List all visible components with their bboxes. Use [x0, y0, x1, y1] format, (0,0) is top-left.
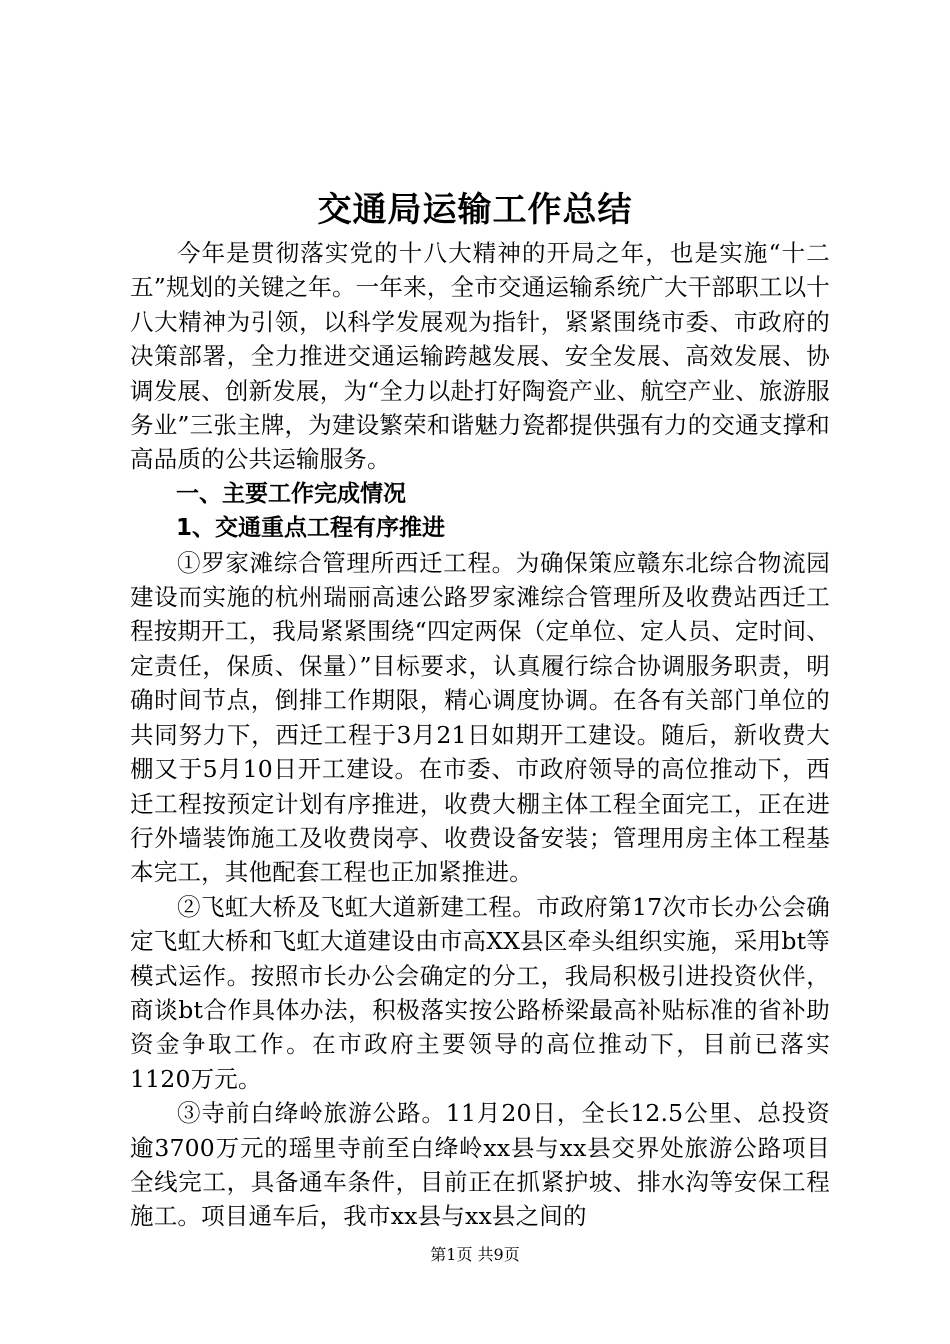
section-heading-main-work: 一、主要工作完成情况	[176, 480, 406, 507]
page-footer: 第1页 共9页	[430, 1245, 520, 1264]
document-title: 交通局运输工作总结	[317, 190, 633, 230]
intro-paragraph: 今年是贯彻落实党的十八大精神的开局之年，也是实施“十二五”规划的关键之年。一年来，全市交通运输系统广大干部职工以十八大精神为引领，以科学发展观为指针，紧紧围绕市委、市政府的决策部署，全力推进交通运输跨越发展、安全发展、高效发展、协调发展、创新发展，为“全力以赴打好陶瓷产业、航空产业、旅游服务业”三张主牌，为建设繁荣和谐魅力瓷都提供强有力的交通支撑和高品质的公共运输服务。	[130, 239, 830, 474]
paragraph-project-2: ②飞虹大桥及飞虹大道新建工程。市政府第17次市长办公会确定飞虹大桥和飞虹大道建设由市高XX县区牵头组织实施，采用bt等模式运作。按照市长办公会确定的分工，我局积极引进投资伙伴，商谈bt合作具体办法，积极落实按公路桥梁最高补贴标准的省补助资金争取工作。在市政府主要领导的高位推动下，目前已落实1120万元。	[130, 892, 830, 1093]
document-body	[130, 236, 830, 1234]
paragraph-project-1: ①罗家滩综合管理所西迁工程。为确保策应赣东北综合物流园建设而实施的杭州瑞丽高速公路罗家滩综合管理所及收费站西迁工程按期开工，我局紧紧围绕“四定两保（定单位、定人员、定时间、定责任，保质、保量）”目标要求，认真履行综合协调服务职责，明确时间节点，倒排工作期限，精心调度协调。在各有关部门单位的共同努力下，西迁工程于3月21日如期开工建设。随后，新收费大棚又于5月10日开工建设。在市委、市政府领导的高位推动下，西迁工程按预定计划有序推进，收费大棚主体工程全面完工，正在进行外墙装饰施工及收费岗亭、收费设备安装；管理用房主体工程基本完工，其他配套工程也正加紧推进。	[130, 548, 830, 887]
subsection-heading-key-projects: 1、交通重点工程有序推进	[176, 515, 446, 542]
paragraph-project-3: ③寺前白绛岭旅游公路。11月20日，全长12.5公里、总投资逾3700万元的瑶里寺前至白绛岭xx县与xx县交界处旅游公路项目全线完工，具备通车条件，目前正在抓紧护坡、排水沟等安保工程施工。项目通车后，我市xx县与xx县之间的	[130, 1099, 830, 1231]
